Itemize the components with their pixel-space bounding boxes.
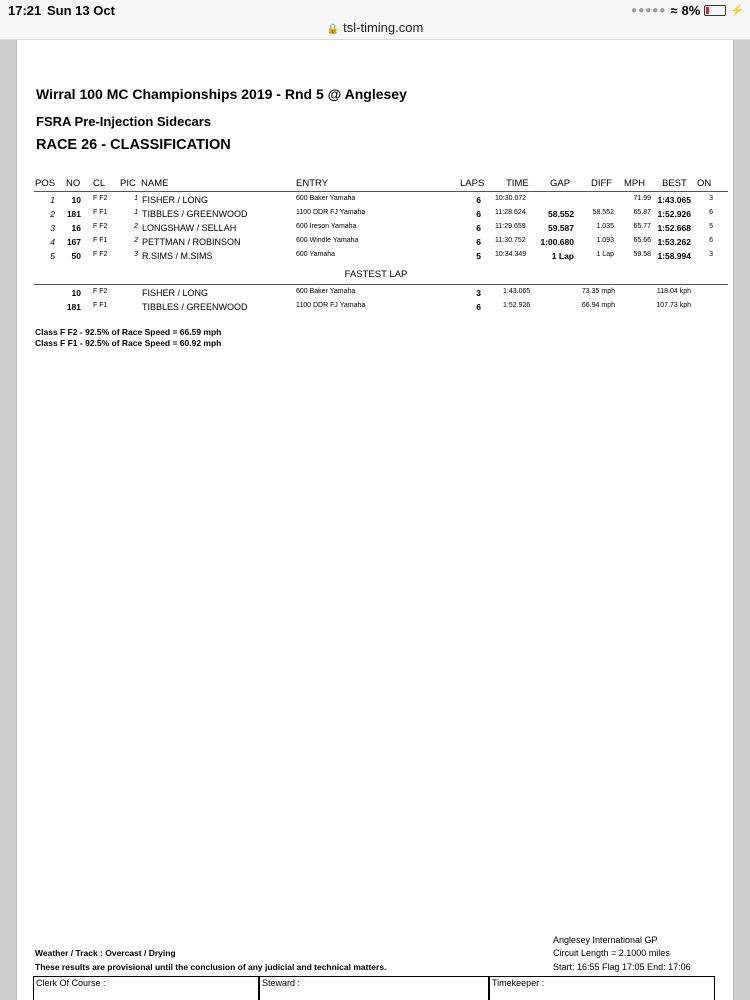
fastest-lap-title: FASTEST LAP xyxy=(344,269,408,280)
steward-label: Steward : xyxy=(262,978,301,988)
cell-entry: 1100 DDR FJ Yamaha xyxy=(296,209,366,216)
cell-pic: 2 xyxy=(134,223,138,230)
hdr-diff: DIFF xyxy=(591,178,613,189)
cell-time: 11:29.659 xyxy=(495,223,526,230)
cell-entry: 600 Ireson Yamaha xyxy=(296,223,357,230)
cell-name: FISHER / LONG xyxy=(142,195,209,205)
fastest-lap-divider xyxy=(34,284,728,285)
race-timing: Start: 16:55 Flag 17:05 End: 17:06 xyxy=(553,962,691,972)
cell-no: 50 xyxy=(71,251,81,261)
steward-box xyxy=(259,976,489,1000)
cell-best: 1:53.262 xyxy=(657,237,691,247)
cell-entry: 600 Windle Yamaha xyxy=(296,237,359,244)
race-title: RACE 26 - CLASSIFICATION xyxy=(36,137,231,153)
cell-entry: 600 Baker Yamaha xyxy=(296,195,356,202)
fastest-cell-time: 1:43.065 xyxy=(503,288,531,295)
hdr-pos: POS xyxy=(35,178,56,189)
address-bar[interactable] xyxy=(0,20,750,35)
hdr-laps: LAPS xyxy=(460,178,485,189)
cell-name: R.SIMS / M.SIMS xyxy=(142,251,213,261)
event-title: Wirral 100 MC Championships 2019 - Rnd 5 @ Anglesey xyxy=(36,86,407,102)
cell-pos: 1 xyxy=(50,195,55,205)
battery-percent: 8% xyxy=(681,3,701,18)
cell-pos: 5 xyxy=(50,251,55,261)
hdr-time: TIME xyxy=(506,178,529,189)
browser-top-bar xyxy=(0,0,750,40)
cell-laps: 6 xyxy=(476,223,481,233)
cell-entry: 600 Yamaha xyxy=(296,251,336,258)
hdr-entry: ENTRY xyxy=(296,178,329,189)
cell-mph: 71.99 xyxy=(633,195,651,202)
fastest-cell-mph: 66.94 mph xyxy=(581,302,615,309)
cell-time: 10:30.072 xyxy=(495,195,527,202)
cell-name: PETTMAN / ROBINSON xyxy=(142,237,241,247)
status-time: 17:21 xyxy=(8,3,42,18)
cell-best: 1:52.668 xyxy=(657,223,691,233)
cell-on: 6 xyxy=(709,237,713,244)
cell-time: 10:34.349 xyxy=(495,251,527,258)
battery-icon xyxy=(704,5,726,16)
fastest-cell-no: 181 xyxy=(66,302,81,312)
cell-best: 1:52.926 xyxy=(657,209,691,219)
cell-on: 6 xyxy=(709,209,713,216)
cell-laps: 6 xyxy=(476,237,481,247)
hdr-gap: GAP xyxy=(550,178,571,189)
signal-icon: ●●●●● xyxy=(631,5,667,16)
cell-no: 10 xyxy=(71,195,81,205)
cell-on: 3 xyxy=(709,251,713,258)
hdr-cl: CL xyxy=(93,178,106,189)
cell-gap: 59.587 xyxy=(548,223,574,233)
cell-laps: 6 xyxy=(476,195,481,205)
cell-gap: 1 Lap xyxy=(551,251,574,261)
circuit-length: Circuit Length = 2.1000 miles xyxy=(553,948,670,958)
timekeeper-label: Timekeeper : xyxy=(492,978,545,988)
fastest-cell-lap: 6 xyxy=(476,302,481,312)
timekeeper-box xyxy=(489,976,715,1000)
header-divider xyxy=(34,191,728,192)
fastest-cell-kph: 118.04 kph xyxy=(656,288,691,295)
cell-pic: 3 xyxy=(134,251,138,258)
cell-no: 181 xyxy=(66,209,81,219)
fastest-cell-cl: F F1 xyxy=(93,302,108,309)
cell-mph: 59.58 xyxy=(633,251,651,258)
hdr-name: NAME xyxy=(141,178,169,189)
hdr-on: ON xyxy=(697,178,712,189)
cell-pic: 2 xyxy=(134,237,138,244)
cell-pic: 1 xyxy=(134,195,138,202)
fastest-cell-entry: 1100 DDR FJ Yamaha xyxy=(296,302,366,309)
fastest-cell-kph: 107.73 kph xyxy=(656,302,691,309)
fastest-cell-name: TIBBLES / GREENWOOD xyxy=(142,302,248,312)
cell-diff: 58.552 xyxy=(592,209,614,216)
class-speed-note-1: Class F F2 - 92.5% of Race Speed = 66.59 mph xyxy=(35,327,222,337)
fastest-cell-name: FISHER / LONG xyxy=(142,288,209,298)
fastest-cell-mph: 73.35 mph xyxy=(581,288,615,295)
cell-cl: F F2 xyxy=(93,251,108,258)
weather-track: Weather / Track : Overcast / Drying xyxy=(35,948,176,958)
lock-icon: 🔒 xyxy=(326,24,340,35)
hdr-mph: MPH xyxy=(624,178,646,189)
cell-mph: 65.77 xyxy=(633,223,651,230)
cell-laps: 6 xyxy=(476,209,481,219)
cell-best: 1:58.994 xyxy=(657,251,691,261)
fastest-cell-time: 1:52.926 xyxy=(503,302,531,309)
cell-cl: F F2 xyxy=(93,223,108,230)
cell-pos: 2 xyxy=(50,209,55,219)
cell-cl: F F1 xyxy=(93,209,108,216)
hdr-best: BEST xyxy=(662,178,687,189)
circuit-name: Anglesey International GP xyxy=(553,935,658,945)
results-sheet xyxy=(16,40,734,1000)
cell-gap: 58.552 xyxy=(548,209,574,219)
hdr-no: NO xyxy=(66,178,81,189)
cell-time: 11:28.624 xyxy=(495,209,526,216)
cell-on: 5 xyxy=(709,223,713,230)
cell-pos: 3 xyxy=(50,223,55,233)
status-date: Sun 13 Oct xyxy=(47,3,115,18)
clerk-of-course-box xyxy=(33,976,259,1000)
url-text: tsl-timing.com xyxy=(343,20,424,35)
cell-no: 16 xyxy=(71,223,81,233)
cell-gap: 1:00.680 xyxy=(540,237,574,247)
fastest-cell-entry: 600 Baker Yamaha xyxy=(296,288,356,295)
status-right xyxy=(631,3,744,18)
cell-mph: 65.87 xyxy=(633,209,651,216)
fastest-cell-no: 10 xyxy=(71,288,81,298)
cell-pic: 1 xyxy=(134,209,138,216)
cell-on: 3 xyxy=(709,195,713,202)
cell-name: TIBBLES / GREENWOOD xyxy=(142,209,248,219)
cell-diff: 1 Lap xyxy=(596,251,614,258)
cell-diff: 1.093 xyxy=(596,237,614,244)
class-speed-note-2: Class F F1 - 92.5% of Race Speed = 60.92 mph xyxy=(35,338,222,348)
provisional-notice: These results are provisional until the conclusion of any judicial and technical matters. xyxy=(35,962,387,972)
hdr-pic: PIC xyxy=(120,178,136,189)
fastest-cell-lap: 3 xyxy=(476,288,481,298)
cell-time: 11:30.752 xyxy=(495,237,526,244)
cell-laps: 5 xyxy=(476,251,481,261)
class-title: FSRA Pre-Injection Sidecars xyxy=(36,114,212,129)
wifi-icon: ≈ xyxy=(670,3,678,18)
cell-best: 1:43.065 xyxy=(657,195,691,205)
clerk-label: Clerk Of Course : xyxy=(36,978,106,988)
charging-icon: ⚡ xyxy=(730,5,744,17)
cell-cl: F F1 xyxy=(93,237,108,244)
cell-no: 167 xyxy=(66,237,81,247)
cell-pos: 4 xyxy=(50,237,55,247)
fastest-cell-cl: F F2 xyxy=(93,288,108,295)
cell-cl: F F2 xyxy=(93,195,108,202)
cell-mph: 65.66 xyxy=(633,237,651,244)
cell-name: LONGSHAW / SELLAH xyxy=(142,223,237,233)
cell-diff: 1.035 xyxy=(596,223,614,230)
